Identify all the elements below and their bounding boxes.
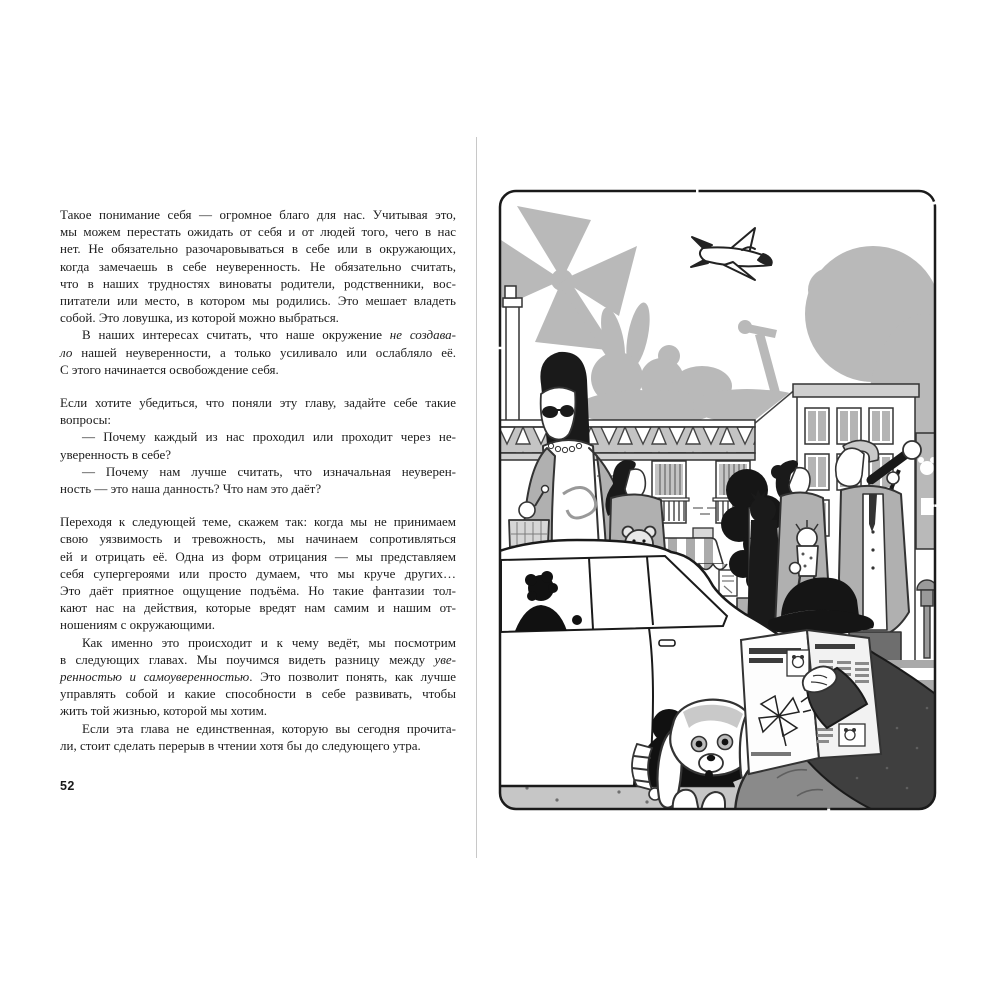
- chimney: [503, 286, 522, 422]
- text-line: нет. Не обязательно разочаровываться в себе или в окружающих,: [60, 241, 456, 257]
- text-line: В наших интересах считать, что наше окружение не создава-: [82, 327, 456, 343]
- vent-box: [693, 528, 713, 538]
- text-line: ли, стоит сделать перерыв в чтении хотя бы до следующего утра.: [60, 737, 421, 753]
- text-line: питатели или место, в котором мы родились. Это мешает владеть: [60, 293, 456, 309]
- page-number: 52: [60, 779, 75, 793]
- text-line: Если хотите убедиться, что поняли эту главу, задайте себе такие: [60, 395, 456, 411]
- text-line: — Почему нам лучше считать, что изначальная неуверен-: [82, 463, 456, 479]
- text-line: С этого начинается освобождение себя.: [60, 361, 279, 377]
- triangle-frieze: [497, 420, 755, 460]
- text-line: Переходя к следующей теме, скажем так: когда мы не принимаем: [60, 514, 456, 530]
- text-line: собой. Это ловушка, из которой можно выбраться.: [60, 310, 339, 326]
- door-handle: [659, 640, 675, 646]
- text-line: мы можем перестать ожидать от себя и от людей того, чего в нас: [60, 224, 456, 240]
- text-line: ей и отрицать её. Одна из форм отрицания — мы представляем: [60, 548, 456, 564]
- text-line: в следующих главах. Мы поучимся видеть разницу между уве-: [60, 651, 456, 667]
- text-line: кают нас на действия, которые вредят нам самим и нашим от-: [60, 600, 456, 616]
- text-line: Такое понимание себя — огромное благо для нас. Учитывая это,: [60, 207, 456, 222]
- text-line: Это даёт приятное ощущение подъёма. Но такие фантазии тол-: [60, 583, 456, 599]
- text-line: — Почему каждый из нас проходил или проходит через не-: [82, 429, 456, 445]
- text-line: Если эта глава не единственная, которую вы сегодня прочита-: [82, 720, 456, 736]
- hand: [790, 563, 801, 574]
- text-line: ношениям с окружающими.: [60, 617, 215, 633]
- text-line: управлять собой и какие способности в себе развивать, чтобы: [60, 686, 456, 702]
- text-line: жить той жизнью, которой мы хотим.: [60, 703, 268, 719]
- text-line: вопросы:: [60, 412, 111, 428]
- text-line: уверенность в себе?: [60, 446, 172, 462]
- street-scene-illustration: [497, 188, 938, 812]
- text-line: ренностью и самоуверенностью. Это позволит понять, как лучше: [60, 669, 456, 685]
- text-line: ло нашей неуверенности, а только усиливало или ослабляло её.: [60, 344, 456, 360]
- text-line: когда замечаешь в себе неуверенность. Не обязательно считать,: [60, 258, 456, 274]
- page-gutter-divider: [476, 137, 477, 858]
- text-line: себя супергероями или просто думаем, что мы круче других…: [60, 565, 456, 581]
- text-block: [60, 206, 456, 754]
- text-line: свою уязвимость и тревожность, мы начинаем сопротивляться: [60, 531, 456, 547]
- text-line: что в наших трудностях виноваты родители, родственники, вос-: [60, 275, 456, 291]
- text-line: ность — это наша данность? Что нам это даёт?: [60, 481, 322, 497]
- text-line: Как именно это происходит и к чему ведёт, мы посмотрим: [82, 634, 456, 650]
